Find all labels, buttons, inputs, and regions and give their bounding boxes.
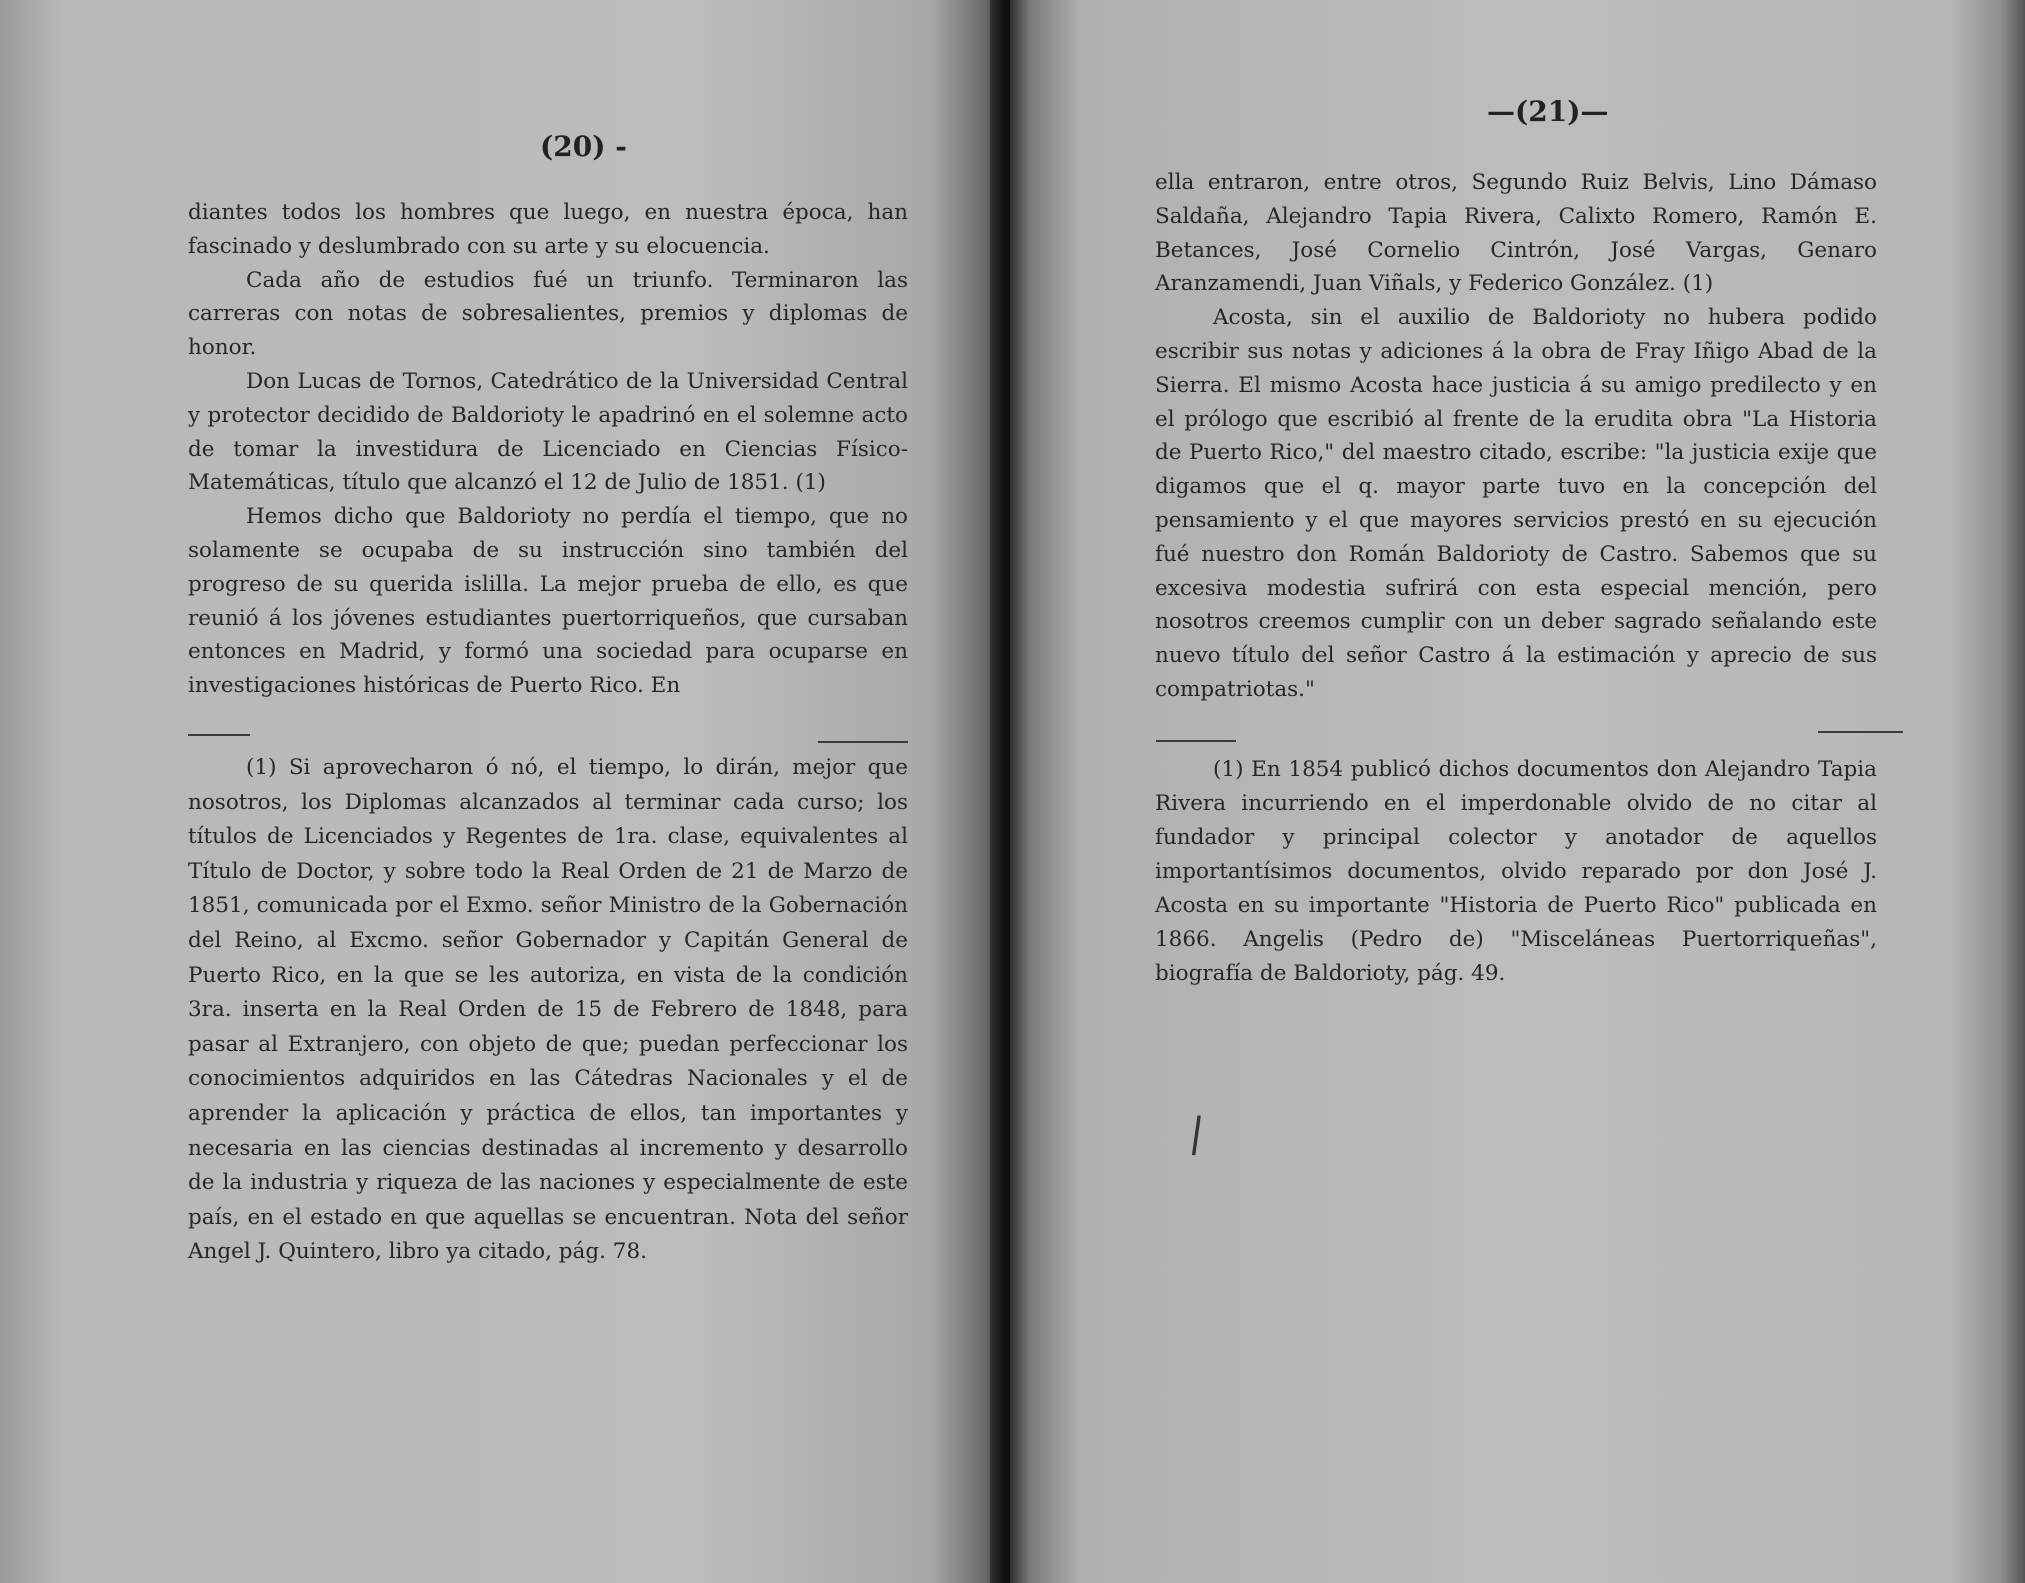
left-page <box>0 0 1000 1583</box>
footnote-text: (1) Si aprovecharon ó nó, el tiempo, lo dirán, mejor que nosotros, los Diplomas alcanzados al terminar cada curso; los títulos de Licenciados y Regentes de 1ra. clase, equivalentes al Título de Doctor, y sobre todo la Real Orden de 21 de Marzo de 1851, comunicada por el Exmo. señor Ministro de la Gobernación del Reino, al Excmo. señor Gobernador y Capitán General de Puerto Rico, en la que se les autoriza, en vista de la condición 3ra. inserta en la Real Orden de 15 de Febrero de 1848, para pasar al Extranjero, con objeto de que; puedan perfeccionar los conocimientos adquiridos en las Cátedras Nacionales y el de aprender la aplicación y práctica de ellos, tan importantes y necesaria en las ciencias destinadas al incremento y desarrollo de la industria y riqueza de las naciones y especialmente de este país, en el estado en que aquellas se encuentran. Nota del señor Angel J. Quintero, libro ya citado, pág. 78. <box>188 755 908 1265</box>
page-number-right: —(21)— <box>1487 95 1609 128</box>
right-footnote <box>1155 753 1877 991</box>
paragraph: Acosta, sin el auxilio de Baldorioty no hubera podido escribir sus notas y adiciones á la obra de Fray Iñigo Abad de la Sierra. El mismo Acosta hace justicia á su amigo predilecto y en el prólogo que escribió al frente de la erudita obra "La Historia de Puerto Rico," del maestro citado, escribe: "la justicia exije que digamos que el q. mayor parte tuvo en la concepción del pensamiento y el que mayores servicios prestó en su ejecución fué nuestro don Román Baldorioty de Castro. Sabemos que su excesiva modestia sufrirá con esta especial mención, pero nosotros creemos cumplir con un deber sagrado señalando este nuevo título del señor Castro á la estimación y aprecio de sus compatriotas." <box>1155 305 1877 702</box>
paragraph: Cada año de estudios fué un triunfo. Terminaron las carreras con notas de sobresalientes, premios y diplomas de honor. <box>188 267 908 361</box>
paragraph: Don Lucas de Tornos, Catedrático de la Universidad Central y protector decidido de Baldorioty le apadrinó en el solemne acto de tomar la investidura de Licenciado en Ciencias Físico-Matemáticas, título que alcanzó el 12 de Julio de 1851. (1) <box>188 368 908 496</box>
pen-mark: | <box>1186 1109 1207 1157</box>
footnote-rule <box>1818 731 1903 733</box>
left-footnote <box>188 751 908 1270</box>
paragraph: Hemos dicho que Baldorioty no perdía el tiempo, que no solamente se ocupaba de su instrucción sino también del progreso de su querida islilla. La mejor prueba de ello, es que reunió á los jóvenes estudiantes puertorriqueños, que cursaban entonces en Madrid, y formó una sociedad para ocuparse en investigaciones históricas de Puerto Rico. En <box>188 504 908 699</box>
right-page <box>1010 0 2025 1583</box>
footnote-rule <box>188 734 250 736</box>
left-body-text <box>188 196 908 703</box>
right-body-text <box>1155 166 1877 707</box>
page-number-left: (20) - <box>540 130 627 163</box>
paragraph: diantes todos los hombres que luego, en nuestra época, han fascinado y deslumbrado con su arte y su elocuencia. <box>188 200 908 259</box>
paragraph: ella entraron, entre otros, Segundo Ruiz Belvis, Lino Dámaso Saldaña, Alejandro Tapia Rivera, Calixto Romero, Ramón E. Betances, José Cornelio Cintrón, José Vargas, Genaro Aranzamendi, Juan Viñals, y Federico González. (1) <box>1155 170 1877 297</box>
footnote-text: (1) En 1854 publicó dichos documentos don Alejandro Tapia Rivera incurriendo en el imperdonable olvido de no citar al fundador y principal colector y anotador de aquellos importantísimos documentos, olvido reparado por don José J. Acosta en su importante "Historia de Puerto Rico" publicada en 1866. Angelis (Pedro de) "Misceláneas Puertorriqueñas", biografía de Baldorioty, pág. 49. <box>1155 757 1877 986</box>
footnote-rule <box>1156 740 1236 742</box>
footnote-rule <box>818 741 908 743</box>
